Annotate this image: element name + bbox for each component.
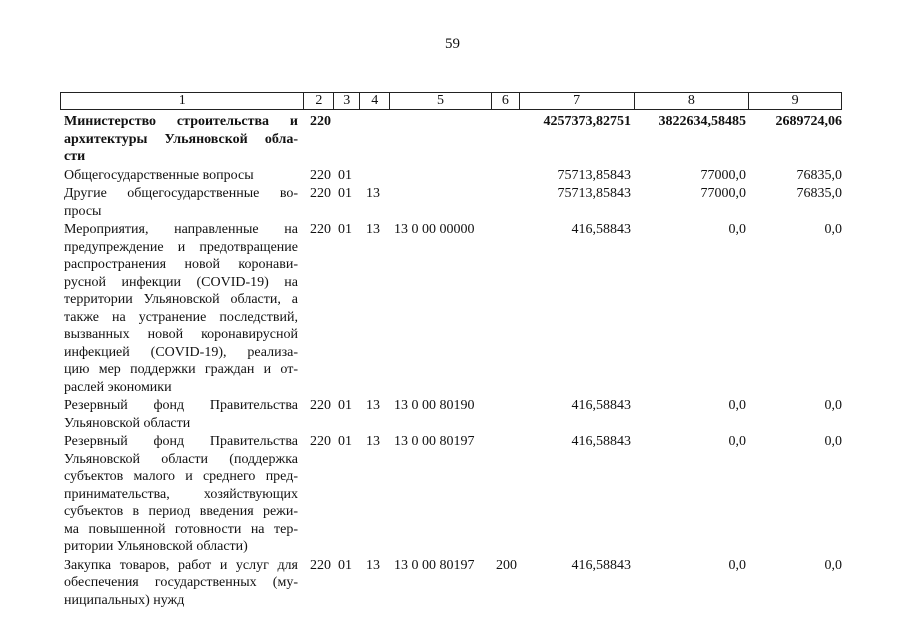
cell-name bbox=[60, 557, 304, 610]
cell-gr: 220 bbox=[310, 114, 331, 129]
cell-value-2: 0,0 bbox=[728, 222, 746, 237]
cell-csr bbox=[390, 185, 492, 220]
header-col-8: 8 bbox=[635, 93, 750, 109]
cell-rz bbox=[334, 113, 360, 166]
table-header bbox=[60, 92, 842, 110]
cell-gr: 220 bbox=[310, 222, 331, 237]
cell-csr: 13 0 00 80197 bbox=[394, 557, 475, 573]
table-row bbox=[60, 557, 842, 610]
cell-rz: 01 bbox=[338, 434, 352, 449]
cell-value-3: 2689724,06 bbox=[775, 114, 842, 129]
cell-name-line: территории Ульяновской области, а bbox=[64, 292, 298, 307]
cell-vr: 200 bbox=[496, 557, 517, 573]
cell-name-line: просы bbox=[64, 203, 102, 219]
cell-value-1: 4257373,82751 bbox=[543, 114, 631, 129]
cell-value-1: 416,58843 bbox=[571, 557, 631, 573]
cell-name-line: Общегосударственные вопросы bbox=[64, 167, 254, 183]
cell-value-3: 0,0 bbox=[824, 398, 842, 413]
table-body bbox=[60, 113, 842, 610]
cell-rz: 01 bbox=[338, 167, 352, 183]
cell-csr: 13 0 00 80190 bbox=[394, 398, 475, 413]
cell-value-1: 416,58843 bbox=[571, 398, 631, 413]
header-col-4: 4 bbox=[360, 93, 390, 109]
cell-name-line: Резервный фонд Правительства bbox=[64, 398, 298, 413]
cell-gr: 220 bbox=[310, 398, 331, 413]
cell-value-2: 0,0 bbox=[728, 557, 746, 573]
cell-name-line: ма повышенной готовности на тер- bbox=[64, 521, 298, 537]
table-row bbox=[60, 433, 842, 556]
cell-name bbox=[60, 397, 304, 432]
cell-value-1: 416,58843 bbox=[571, 434, 631, 449]
cell-name-line: также на устранение последствий, bbox=[64, 309, 298, 325]
cell-value-1: 75713,85843 bbox=[557, 186, 631, 201]
cell-name bbox=[60, 167, 304, 185]
cell-csr: 13 0 00 00000 bbox=[394, 222, 475, 237]
header-col-5: 5 bbox=[390, 93, 492, 109]
cell-name bbox=[60, 221, 304, 396]
header-col-9: 9 bbox=[791, 93, 799, 108]
header-col-3: 3 bbox=[334, 93, 360, 109]
cell-gr: 220 bbox=[310, 167, 331, 183]
cell-name-line: субъектов в период введения режи- bbox=[64, 504, 298, 519]
cell-name-line: Министерство строительства и bbox=[64, 114, 298, 129]
cell-vr bbox=[492, 433, 520, 556]
cell-rz: 01 bbox=[338, 186, 352, 201]
cell-name-line: вызванных новой коронавирусной bbox=[64, 327, 298, 342]
cell-name bbox=[60, 433, 304, 556]
table-row bbox=[60, 167, 842, 185]
cell-name-line: архитектуры Ульяновской обла- bbox=[64, 131, 298, 147]
header-col-2: 2 bbox=[304, 93, 334, 109]
cell-value-1: 416,58843 bbox=[571, 222, 631, 237]
cell-vr bbox=[492, 185, 520, 220]
cell-name-line: Мероприятия, направленные на bbox=[64, 222, 298, 237]
cell-name-line: Закупка товаров, работ и услуг для bbox=[64, 557, 298, 573]
cell-name-line: Другие общегосударственные во- bbox=[64, 186, 298, 201]
cell-name bbox=[60, 185, 304, 220]
cell-value-3: 0,0 bbox=[824, 222, 842, 237]
cell-name-line: ритории Ульяновской области) bbox=[64, 539, 248, 554]
cell-value-2: 0,0 bbox=[728, 434, 746, 449]
cell-value-2: 77000,0 bbox=[700, 167, 746, 183]
cell-pr: 13 bbox=[366, 222, 380, 237]
cell-value-2: 77000,0 bbox=[700, 186, 746, 201]
cell-pr bbox=[360, 167, 390, 185]
cell-vr bbox=[492, 167, 520, 185]
cell-pr: 13 bbox=[366, 557, 380, 573]
cell-name-line: ниципальных) нужд bbox=[64, 592, 185, 608]
table-row bbox=[60, 397, 842, 432]
cell-name-line: сти bbox=[64, 149, 86, 164]
cell-value-1: 75713,85843 bbox=[557, 167, 631, 183]
header-col-7: 7 bbox=[520, 93, 635, 109]
cell-rz: 01 bbox=[338, 398, 352, 413]
cell-name-line: распространения новой коронави- bbox=[64, 257, 298, 272]
cell-name-line: Резервный фонд Правительства bbox=[64, 434, 298, 449]
table-row bbox=[60, 185, 842, 220]
cell-csr bbox=[390, 167, 492, 185]
cell-gr: 220 bbox=[310, 557, 331, 573]
cell-value-3: 76835,0 bbox=[796, 186, 842, 201]
cell-vr bbox=[492, 221, 520, 396]
cell-name-line: субъектов малого и среднего пред- bbox=[64, 469, 298, 484]
cell-name-line: принимательства, хозяйствующих bbox=[64, 486, 298, 502]
cell-name-line: русной инфекции (COVID-19) на bbox=[64, 274, 298, 290]
cell-value-2: 0,0 bbox=[728, 398, 746, 413]
cell-vr bbox=[492, 397, 520, 432]
cell-pr: 13 bbox=[366, 434, 380, 449]
cell-value-2: 3822634,58485 bbox=[658, 114, 746, 129]
cell-gr: 220 bbox=[310, 434, 331, 449]
cell-rz: 01 bbox=[338, 222, 352, 237]
table-row bbox=[60, 221, 842, 396]
cell-name-line: обеспечения государственных (му- bbox=[64, 575, 298, 590]
cell-value-3: 0,0 bbox=[824, 434, 842, 449]
header-col-1: 1 bbox=[61, 93, 304, 109]
cell-name-line: Ульяновской области (поддержка bbox=[64, 451, 298, 467]
header-col-6: 6 bbox=[492, 93, 520, 109]
cell-csr: 13 0 00 80197 bbox=[394, 434, 475, 449]
cell-pr bbox=[360, 113, 390, 166]
table-row bbox=[60, 113, 842, 166]
cell-pr: 13 bbox=[366, 398, 380, 413]
cell-name-line: Ульяновской области bbox=[64, 415, 191, 431]
cell-name-line: цию мер поддержки граждан и от- bbox=[64, 362, 298, 377]
cell-name-line: раслей экономики bbox=[64, 379, 172, 395]
page-number: 59 bbox=[445, 36, 460, 52]
cell-value-3: 76835,0 bbox=[796, 167, 842, 183]
cell-rz: 01 bbox=[338, 557, 352, 573]
cell-pr: 13 bbox=[366, 186, 380, 201]
cell-value-3: 0,0 bbox=[824, 557, 842, 573]
row-gap bbox=[60, 609, 842, 610]
cell-name-line: предупреждение и предотвращение bbox=[64, 239, 298, 255]
cell-name-line: инфекцией (COVID-19), реализа- bbox=[64, 344, 298, 360]
cell-csr bbox=[390, 113, 492, 166]
cell-name bbox=[60, 113, 304, 166]
cell-gr: 220 bbox=[310, 186, 331, 201]
cell-vr bbox=[492, 113, 520, 166]
